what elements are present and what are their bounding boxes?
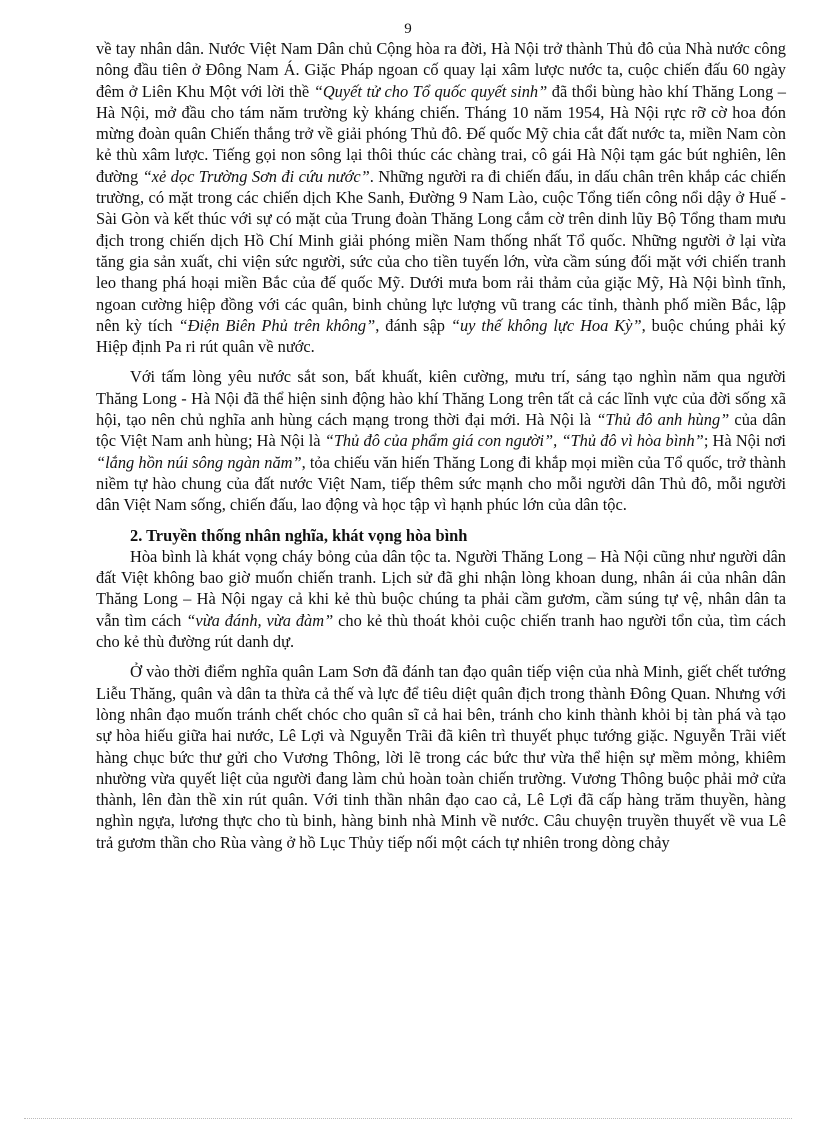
document-body (96, 38, 786, 853)
page-number: 9 (404, 21, 412, 37)
paragraph-2: Với tấm lòng yêu nước sắt son, bất khuất, kiên cường, mưu trí, sáng tạo nghìn năm qua người Thăng Long - Hà Nội đã thể hiện sinh động hào khí Thăng Long trên tất cả các lĩnh vực của đời sống xã hội, tạo nên chủ nghĩa anh hùng cách mạng trong thời đại mới. Hà Nội là “Thủ đô anh hùng” của dân tộc Việt Nam anh hùng; Hà Nội là “Thủ đô của phẩm giá con người”, “Thủ đô vì hòa bình”; Hà Nội nơi “lắng hồn núi sông ngàn năm”, tỏa chiếu văn hiến Thăng Long đi khắp mọi miền của Tổ quốc, trở thành niềm tự hào chung của đất nước Việt Nam, tiếp thêm sức mạnh cho mỗi người dân Thủ đô, mỗi người dân Việt Nam sống, chiến đấu, lao động và học tập vì hạnh phúc lớn của dân tộc. (96, 367, 786, 515)
page-bottom-rule (24, 1118, 792, 1119)
paragraph-4: Ở vào thời điểm nghĩa quân Lam Sơn đã đánh tan đạo quân tiếp viện của nhà Minh, giết chết tướng Liễu Thăng, quân và dân ta thừa cả thế và lực để tiêu diệt quân địch trong thành Đông Quan. Nhưng với lòng nhân đạo muốn tránh chết chóc cho quân sĩ cả hai bên, tránh cho kinh thành khỏi bị tàn phá và tạo sự hòa hiếu giữa hai nước, Lê Lợi và Nguyễn Trãi đã kiên trì thuyết phục tướng giặc. Nguyễn Trãi viết hàng chục bức thư gửi cho Vương Thông, lời lẽ trong các bức thư vừa thể hiện sự mềm mỏng, khiêm nhường vừa quyết liệt của người đang làm chủ hoàn toàn chiến trường. Vương Thông buộc phải mở cửa thành, lên đàn thề xin rút quân. Với tinh thần nhân đạo cao cả, Lê Lợi đã cấp hàng trăm thuyền, hàng nghìn ngựa, lương thực cho tù binh, hàng binh nhà Minh về nước. Câu chuyện truyền thuyết về vua Lê trả gươm thần cho Rùa vàng ở hồ Lục Thủy tiếp nối một cách tự nhiên trong dòng chảy (96, 662, 786, 852)
paragraph-1: về tay nhân dân. Nước Việt Nam Dân chủ Cộng hòa ra đời, Hà Nội trở thành Thủ đô của Nhà nước công nông đầu tiên ở Đông Nam Á. Giặc Pháp ngoan cố quay lại xâm lược nước ta, cuộc chiến đấu 60 ngày đêm ở Liên Khu Một với lời thề “Quyết tử cho Tổ quốc quyết sinh” đã thổi bùng hào khí Thăng Long – Hà Nội, mở đầu cho tám năm trường kỳ kháng chiến. Tháng 10 năm 1954, Hà Nội rực rỡ cờ hoa đón mừng đoàn quân Chiến thắng trở về giải phóng Thủ đô. Đế quốc Mỹ chia cắt đất nước ta, miền Nam còn kẻ thù xâm lược. Tiếng gọi non sông lại thôi thúc các chàng trai, cô gái Hà Nội tạm gác bút nghiên, lên đường “xẻ dọc Trường Sơn đi cứu nước”. Những người ra đi chiến đấu, in dấu chân trên khắp các chiến trường, có mặt trong các chiến dịch Khe Sanh, Đường 9 Nam Lào, cuộc Tổng tiến công nổi dậy ở Huế - Sài Gòn và kết thúc với sự có mặt của Trung đoàn Thăng Long cắm cờ trên dinh lũy Bộ Tổng tham mưu địch trong chiến dịch Hồ Chí Minh giải phóng miền Nam thống nhất Tổ quốc. Những người ở lại vừa tăng gia sản xuất, chi viện sức người, sức của cho tiền tuyến lớn, vừa cầm súng đối mặt với chiến tranh leo thang phá hoại miền Bắc của đế quốc Mỹ. Dưới mưa bom rải thảm của giặc Mỹ, Hà Nội bình tĩnh, ngoan cường hiệp đồng với các quân, binh chủng lực lượng vũ trang các tỉnh, thành phố miền Bắc, lập nên kỳ tích “Điện Biên Phủ trên không”, đánh sập “uy thế không lực Hoa Kỳ”, buộc chúng phải ký Hiệp định Pa ri rút quân về nước. (96, 39, 786, 357)
paragraph-3: Hòa bình là khát vọng cháy bỏng của dân tộc ta. Người Thăng Long – Hà Nội cũng như người dân đất Việt không bao giờ muốn chiến tranh. Lịch sử đã ghi nhận lòng khoan dung, nhân ái của nhân dân Thăng Long – Hà Nội ngay cả khi kẻ thù buộc chúng ta phải cầm gươm, cầm súng tự vệ, nhân dân ta vẫn tìm cách “vừa đánh, vừa đàm” cho kẻ thù thoát khỏi cuộc chiến tranh hao người tổn của, tìm cách cho kẻ thù đường rút danh dự. (96, 546, 786, 652)
section-heading: 2. Truyền thống nhân nghĩa, khát vọng hòa bình (130, 525, 468, 545)
